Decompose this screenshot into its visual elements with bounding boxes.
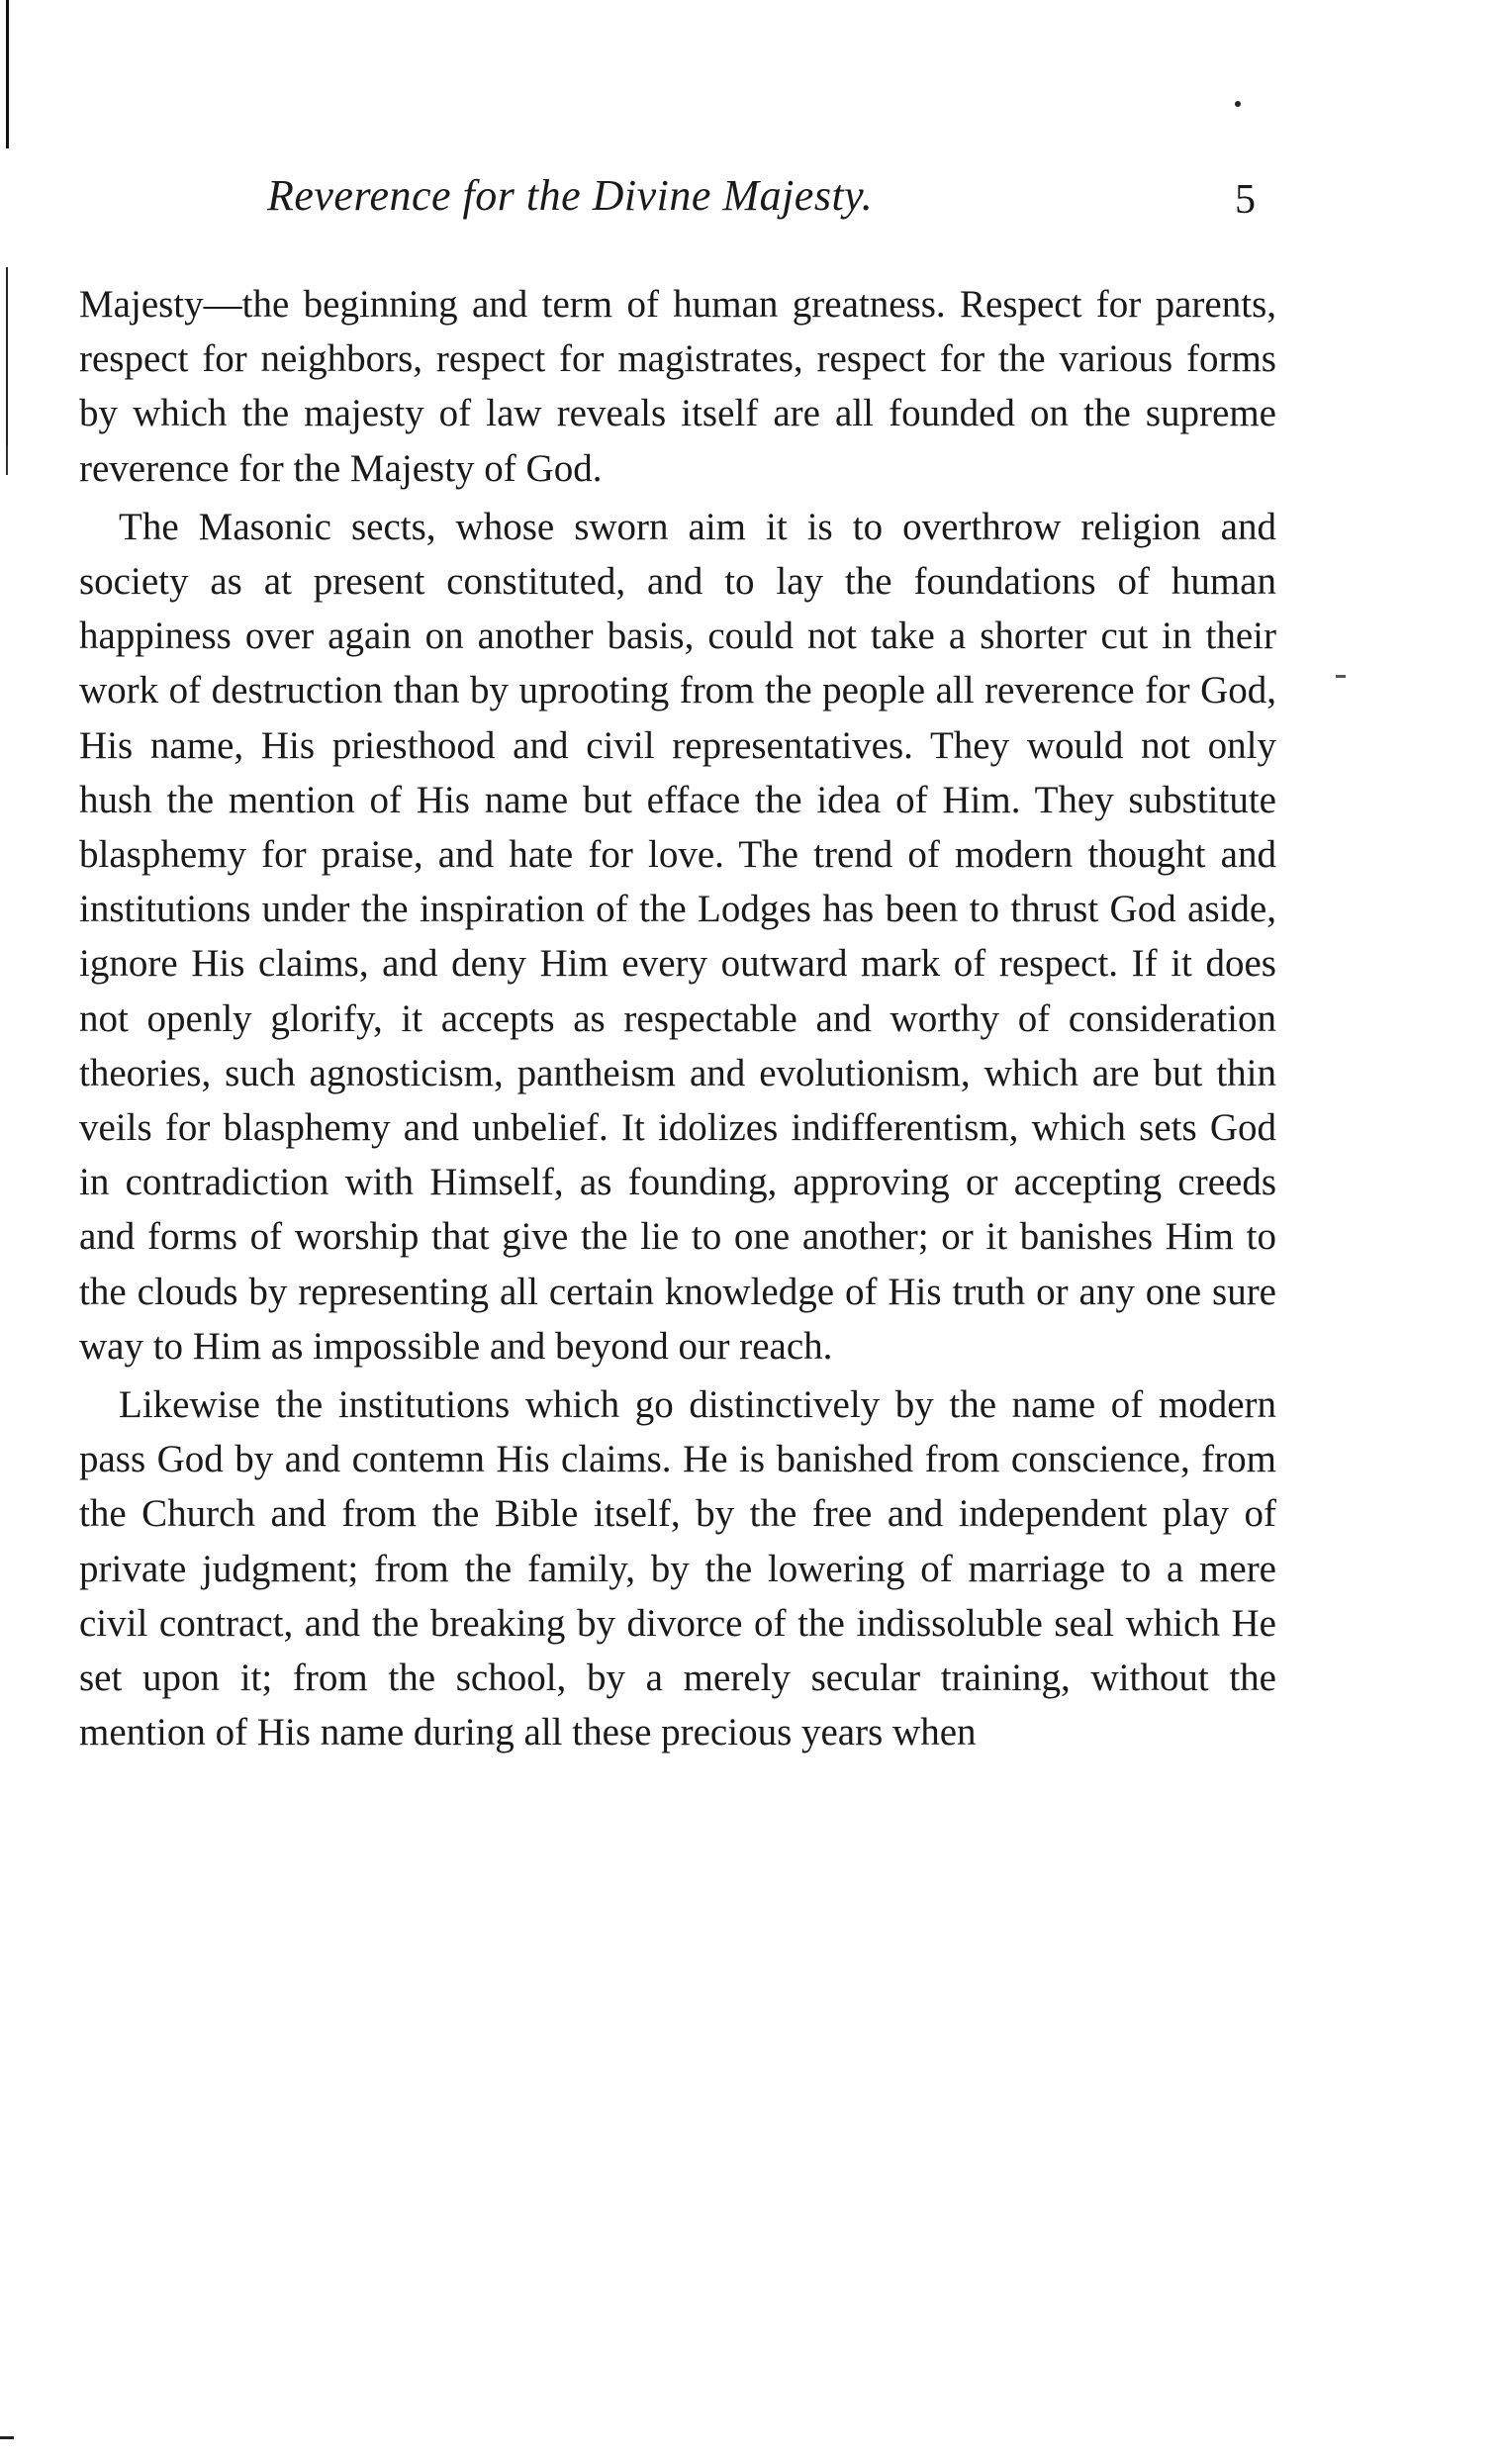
scan-speck [0, 2436, 14, 2439]
scan-edge-mark [6, 445, 8, 475]
scan-edge-mark [6, 0, 9, 148]
paragraph: The Masonic sects, whose sworn aim it is to overthrow religion and society as at present constituted, and to lay the foundations of human happiness over again on another basis, could not take a shorter cut in their work of destruction than by uprooting from the people all reverence for God, His name, His priesthood and civil representatives. They would not only hush the mention of His name but efface the idea of Him. They substitute blasphemy for praise, and hate for love. The trend of modern thought and institutions under the inspiration of the Lodges has been to thrust God aside, ignore His claims, and deny Him every outward mark of respect. If it does not openly glorify, it accepts as respectable and worthy of consideration theories, such agnosticism, pantheism and evolutionism, which are but thin veils for blasphemy and unbelief. It idolizes indifferentism, which sets God in contradiction with Himself, as founding, approving or accepting creeds and forms of worship that give the lie to one another; or it banishes Him to the clouds by representing all certain knowledge of His truth or any one sure way to Him as impossible and beyond our reach. [79, 505, 1276, 1368]
page-number: 5 [1235, 177, 1256, 223]
scan-edge-mark [6, 267, 8, 475]
scan-speck [1336, 675, 1346, 678]
paragraph: Likewise the institutions which go distinctively by the name of modern pass God by and contemn His claims. He is banished from conscience, from the Church and from the Bible itself, by the free and independent play of private judgment; from the family, by the lowering of marriage to a mere civil contract, and the breaking by divorce of the indissoluble seal which He set upon it; from the school, by a merely secular training, without the mention of His name during all these precious years when [79, 1383, 1276, 1754]
page-header [0, 170, 1499, 249]
paragraph: Majesty—the beginning and term of human greatness. Respect for parents, respect for neighbors, respect for magistrates, respect for the various forms by which the majesty of law reveals itself are all founded on the supreme reverence for the Majesty of God. [79, 283, 1276, 490]
body-text [79, 277, 1276, 1759]
running-title: Reverence for the Divine Majesty. [267, 171, 874, 220]
scan-speck [1235, 101, 1241, 107]
